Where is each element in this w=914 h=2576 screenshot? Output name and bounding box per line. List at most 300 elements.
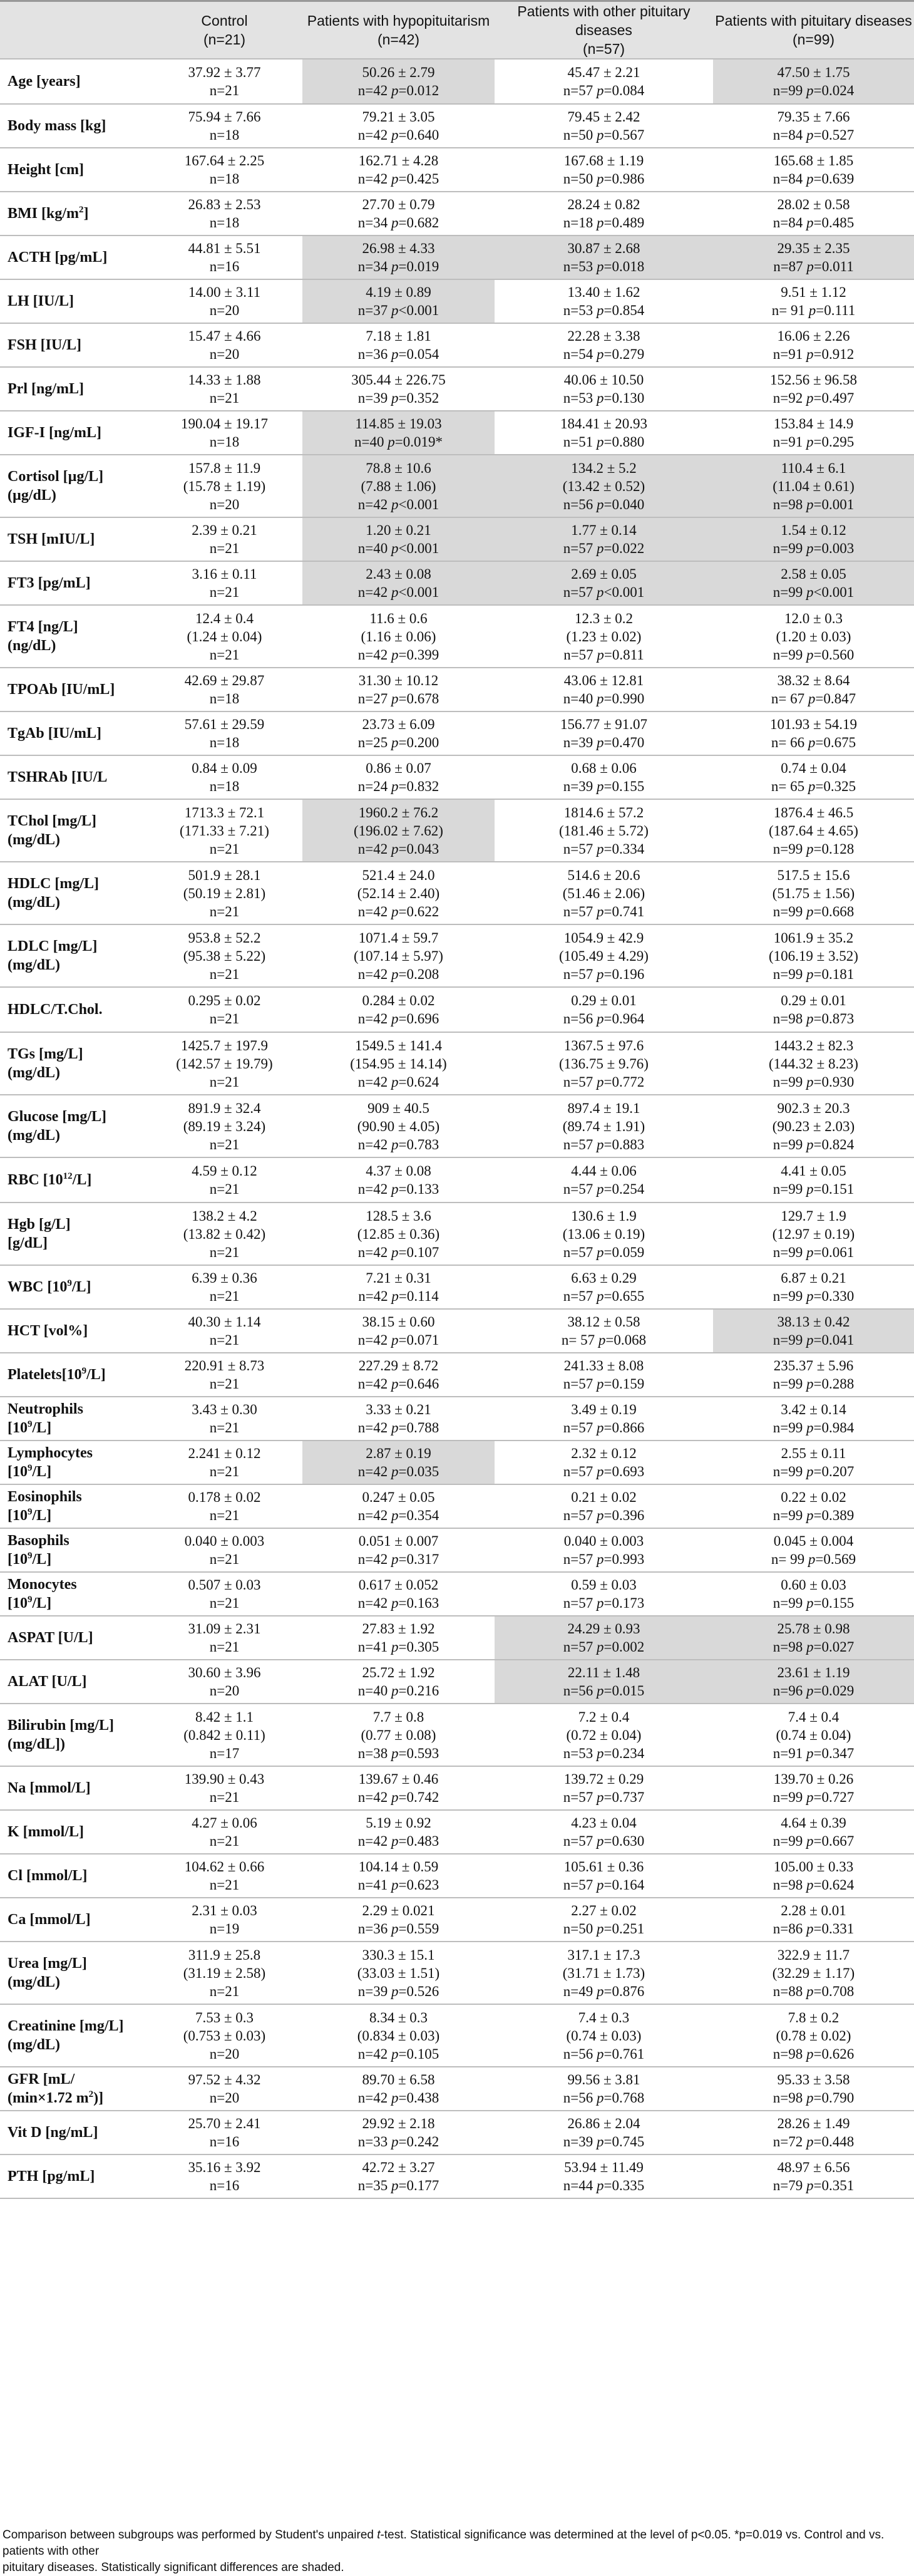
table-row: [0, 799, 914, 862]
mean-value: 48.97 ± 6.56: [777, 2160, 850, 2175]
count-pvalue: n=57 p=0.173: [563, 1595, 645, 1611]
row-parameter: TSHRAb [IU/L: [0, 755, 146, 799]
row-value-cell: [146, 1810, 302, 1854]
row-value-cell: [495, 1203, 713, 1265]
count-pvalue: n=99 p=0.024: [773, 83, 855, 98]
table-row: [0, 1854, 914, 1898]
row-value-cell: [713, 1441, 914, 1484]
row-parameter: ACTH [pg/mL]: [0, 235, 146, 279]
mean-value: (31.71 ± 1.73): [562, 1965, 645, 1981]
mean-value: 165.68 ± 1.85: [773, 153, 854, 168]
mean-value: 26.86 ± 2.04: [567, 2116, 640, 2131]
row-value-cell: [146, 411, 302, 455]
mean-value: 2.69 ± 0.05: [571, 566, 637, 582]
mean-value: 190.04 ± 19.17: [180, 416, 269, 432]
count-pvalue: n=99 p=0.128: [773, 841, 855, 857]
table-row: [0, 1528, 914, 1572]
count-pvalue: n=21: [209, 1420, 240, 1435]
mean-value: 311.9 ± 25.8: [188, 1947, 261, 1963]
table-row: [0, 104, 914, 148]
mean-value: 3.49 ± 0.19: [571, 1402, 637, 1417]
row-value-cell: [713, 279, 914, 323]
table-row: [0, 1441, 914, 1484]
count-pvalue: n=91 p=0.912: [773, 346, 855, 362]
mean-value: 26.83 ± 2.53: [188, 197, 261, 212]
row-value-cell: [495, 104, 713, 148]
row-value-cell: [495, 455, 713, 517]
count-pvalue: n=21: [209, 646, 240, 663]
mean-value: 99.56 ± 3.81: [567, 2072, 640, 2087]
row-value-cell: [495, 2111, 713, 2154]
count-pvalue: n=42 p=0.317: [357, 1551, 439, 1567]
mean-value: 0.84 ± 0.09: [192, 760, 257, 776]
row-value-cell: [495, 2154, 713, 2198]
count-pvalue: n=39 p=0.526: [357, 1983, 439, 1999]
mean-value: 29.92 ± 2.18: [362, 2116, 435, 2131]
count-pvalue: n=99 p=0.727: [773, 1789, 855, 1805]
count-pvalue: n=42 p=0.354: [357, 1508, 439, 1523]
row-value-cell: [302, 104, 495, 148]
mean-value: 897.4 ± 19.1: [567, 1100, 640, 1116]
row-value-cell: [146, 1704, 302, 1766]
row-parameter: Vit D [ng/mL]: [0, 2111, 146, 2154]
row-parameter: $Platelets[10^9/L]$: [0, 1353, 146, 1397]
mean-value: 0.284 ± 0.02: [362, 993, 435, 1008]
mean-value: 130.6 ± 1.9: [571, 1208, 637, 1224]
row-value-cell: [302, 1032, 495, 1095]
count-pvalue: n=42 p=0.399: [357, 646, 439, 663]
count-pvalue: n=42 p=0.696: [357, 1011, 439, 1027]
row-value-cell: [713, 1265, 914, 1309]
row-value-cell: [146, 1660, 302, 1704]
count-pvalue: n=18: [209, 127, 240, 143]
row-value-cell: [146, 1898, 302, 1942]
mean-value: 0.21 ± 0.02: [571, 1489, 637, 1505]
mean-value: 317.1 ± 17.3: [567, 1947, 640, 1963]
count-pvalue: n=34 p=0.682: [357, 215, 439, 230]
count-pvalue: n=57 p=0.741: [563, 903, 645, 919]
table-row: [0, 605, 914, 668]
row-parameter: FT3 [pg/mL]: [0, 561, 146, 605]
count-pvalue: n=42 p=0.624: [357, 1073, 439, 1090]
mean-value: 1061.9 ± 35.2: [773, 929, 854, 946]
count-pvalue: n=20: [209, 1683, 240, 1699]
table-row: [0, 1572, 914, 1616]
row-parameter: RBC $[10^{12}/L]$: [0, 1157, 146, 1203]
mean-value: 6.63 ± 0.29: [571, 1270, 637, 1286]
row-value-cell: [713, 1032, 914, 1095]
mean-value: 23.61 ± 1.19: [777, 1665, 850, 1680]
mean-value: 38.13 ± 0.42: [777, 1314, 850, 1330]
row-parameter: IGF-I [ng/mL]: [0, 411, 146, 455]
mean-value: 25.70 ± 2.41: [188, 2116, 261, 2131]
count-pvalue: n= 99 p=0.569: [771, 1551, 856, 1567]
count-pvalue: n=40 p<0.001: [357, 541, 439, 556]
count-pvalue: n=18: [209, 691, 240, 706]
count-pvalue: n=18: [209, 735, 240, 750]
row-value-cell: [495, 1942, 713, 2004]
mean-value: 305.44 ± 226.75: [351, 372, 446, 388]
row-parameter: Body mass [kg]: [0, 104, 146, 148]
row-value-cell: [302, 1484, 495, 1528]
mean-value: 8.34 ± 0.3: [369, 2009, 428, 2025]
mean-value: 138.2 ± 4.2: [192, 1208, 257, 1224]
table-row: [0, 1203, 914, 1265]
count-pvalue: n=98 p=0.626: [773, 2046, 855, 2062]
count-pvalue: n=21: [209, 83, 240, 98]
row-value-cell: [713, 148, 914, 192]
count-pvalue: n=21: [209, 966, 240, 982]
count-pvalue: n=57 p=0.334: [563, 841, 645, 857]
mean-value: 6.87 ± 0.21: [781, 1270, 846, 1286]
mean-value: 24.29 ± 0.93: [567, 1621, 640, 1637]
count-pvalue: n=49 p=0.876: [563, 1983, 645, 1999]
mean-value: (0.77 ± 0.08): [361, 1727, 436, 1743]
mean-value: 4.44 ± 0.06: [571, 1163, 637, 1179]
count-pvalue: n=42 p=0.163: [357, 1595, 439, 1611]
mean-value: 23.73 ± 6.09: [362, 716, 435, 732]
count-pvalue: n=40 p=0.019*: [354, 434, 443, 450]
mean-value: 0.295 ± 0.02: [188, 993, 261, 1008]
row-value-cell: [713, 1898, 914, 1942]
mean-value: (15.78 ± 1.19): [183, 478, 266, 494]
row-value-cell: [146, 799, 302, 862]
row-value-cell: [713, 1157, 914, 1203]
table-row: [0, 517, 914, 561]
mean-value: 22.11 ± 1.48: [567, 1665, 640, 1680]
row-value-cell: [713, 1484, 914, 1528]
table-body: [0, 59, 914, 2198]
row-value-cell: [302, 1441, 495, 1484]
row-parameter: K [mmol/L]: [0, 1810, 146, 1854]
mean-value: (0.842 ± 0.11): [183, 1727, 265, 1743]
row-parameter: Glucose [mg/L] (mg/dL): [0, 1095, 146, 1157]
count-pvalue: n=91 p=0.347: [773, 1745, 855, 1761]
row-value-cell: [302, 605, 495, 668]
row-value-cell: [302, 1095, 495, 1157]
mean-value: 79.21 ± 3.05: [362, 109, 435, 125]
table-row: [0, 668, 914, 711]
mean-value: 8.42 ± 1.1: [195, 1709, 254, 1725]
mean-value: 134.2 ± 5.2: [571, 460, 637, 476]
row-value-cell: [302, 1353, 495, 1397]
count-pvalue: n=88 p=0.708: [773, 1983, 855, 1999]
row-value-cell: [146, 148, 302, 192]
table-row: [0, 2154, 914, 2198]
count-pvalue: n=21: [209, 1508, 240, 1523]
count-pvalue: n=21: [209, 390, 240, 406]
mean-value: 162.71 ± 4.28: [358, 153, 439, 168]
row-value-cell: [495, 148, 713, 192]
row-value-cell: [302, 1572, 495, 1616]
mean-value: 13.40 ± 1.62: [567, 284, 640, 300]
table-row: [0, 59, 914, 104]
count-pvalue: n=21: [209, 1073, 240, 1090]
row-value-cell: [146, 1397, 302, 1441]
row-value-cell: [146, 1572, 302, 1616]
mean-value: (0.78 ± 0.02): [776, 2027, 851, 2044]
mean-value: 1549.5 ± 141.4: [354, 1037, 443, 1053]
mean-value: 0.051 ± 0.007: [358, 1533, 439, 1549]
mean-value: 128.5 ± 3.6: [366, 1208, 431, 1224]
row-value-cell: [302, 279, 495, 323]
row-value-cell: [713, 605, 914, 668]
row-value-cell: [146, 862, 302, 924]
mean-value: 1.54 ± 0.12: [781, 522, 846, 538]
mean-value: 97.52 ± 4.32: [188, 2072, 261, 2087]
row-value-cell: [713, 1942, 914, 2004]
mean-value: 7.4 ± 0.3: [578, 2009, 630, 2025]
count-pvalue: n=35 p=0.177: [357, 2178, 439, 2193]
header-control: Control (n=21): [146, 1, 302, 59]
mean-value: 27.83 ± 1.92: [362, 1621, 435, 1637]
count-pvalue: n=21: [209, 584, 240, 600]
count-pvalue: n=56 p=0.015: [563, 1683, 645, 1699]
row-value-cell: [713, 862, 914, 924]
count-pvalue: n= 91 p=0.111: [771, 303, 856, 318]
row-parameter: Prl [ng/mL]: [0, 367, 146, 411]
mean-value: 235.37 ± 5.96: [773, 1358, 854, 1373]
mean-value: 4.27 ± 0.06: [192, 1815, 257, 1831]
mean-value: (32.29 ± 1.17): [772, 1965, 855, 1981]
count-pvalue: n=99 p<0.001: [773, 584, 855, 600]
row-parameter: HCT [vol%]: [0, 1309, 146, 1353]
row-value-cell: [713, 668, 914, 711]
mean-value: (1.24 ± 0.04): [187, 628, 262, 644]
row-value-cell: [713, 2111, 914, 2154]
mean-value: (13.42 ± 0.52): [562, 478, 645, 494]
row-value-cell: [302, 1854, 495, 1898]
row-value-cell: [302, 323, 495, 367]
count-pvalue: n=53 p=0.130: [563, 390, 645, 406]
mean-value: 43.06 ± 12.81: [563, 673, 644, 688]
mean-value: 30.87 ± 2.68: [567, 241, 640, 256]
row-parameter: HDLC [mg/L] (mg/dL): [0, 862, 146, 924]
count-pvalue: n=18: [209, 215, 240, 230]
row-value-cell: [713, 1704, 914, 1766]
table-row: [0, 1157, 914, 1203]
mean-value: 38.12 ± 0.58: [567, 1314, 640, 1330]
mean-value: (31.19 ± 2.58): [183, 1965, 266, 1981]
count-pvalue: n=99 p=0.824: [773, 1136, 855, 1152]
mean-value: 4.59 ± 0.12: [192, 1163, 257, 1179]
count-pvalue: n=57 p=0.196: [563, 966, 645, 982]
row-value-cell: [302, 1203, 495, 1265]
mean-value: 38.32 ± 8.64: [777, 673, 850, 688]
row-value-cell: [146, 1157, 302, 1203]
mean-value: (1.20 ± 0.03): [776, 628, 851, 644]
mean-value: 95.33 ± 3.58: [777, 2072, 850, 2087]
row-value-cell: [495, 1898, 713, 1942]
row-value-cell: [146, 1942, 302, 2004]
count-pvalue: n=56 p=0.040: [563, 496, 645, 512]
row-value-cell: [302, 1309, 495, 1353]
count-pvalue: n=34 p=0.019: [357, 259, 439, 274]
mean-value: 53.94 ± 11.49: [564, 2160, 644, 2175]
count-pvalue: n=21: [209, 1833, 240, 1849]
count-pvalue: n=41 p=0.305: [357, 1639, 439, 1655]
count-pvalue: n=33 p=0.242: [357, 2134, 439, 2149]
count-pvalue: n=57 p=0.655: [563, 1288, 645, 1304]
row-value-cell: [146, 1616, 302, 1660]
mean-value: 40.06 ± 10.50: [563, 372, 644, 388]
row-value-cell: [302, 1942, 495, 2004]
row-parameter: Hgb [g/L] [g/dL]: [0, 1203, 146, 1265]
mean-value: 139.67 ± 0.46: [358, 1771, 439, 1787]
table-row: [0, 1032, 914, 1095]
count-pvalue: n=20: [209, 303, 240, 318]
mean-value: 129.7 ± 1.9: [781, 1208, 846, 1224]
table-row: [0, 279, 914, 323]
row-value-cell: [146, 1854, 302, 1898]
table-row: [0, 455, 914, 517]
count-pvalue: n=16: [209, 259, 240, 274]
count-pvalue: n=99 p=0.667: [773, 1833, 855, 1849]
mean-value: (13.06 ± 0.19): [562, 1226, 645, 1242]
row-value-cell: [146, 367, 302, 411]
count-pvalue: n=54 p=0.279: [563, 346, 645, 362]
row-value-cell: [495, 59, 713, 104]
header-hypopituitarism: Patients with hypopituitarism (n=42): [302, 1, 495, 59]
row-value-cell: [146, 2004, 302, 2067]
count-pvalue: n=99 p=0.155: [773, 1595, 855, 1611]
mean-value: (95.38 ± 5.22): [183, 948, 266, 964]
count-pvalue: n=99 p=0.061: [773, 1244, 855, 1260]
count-pvalue: n=99 p=0.560: [773, 646, 855, 663]
row-parameter: ALAT [U/L]: [0, 1660, 146, 1704]
row-parameter: TPOAb [IU/mL]: [0, 668, 146, 711]
table-row: [0, 1810, 914, 1854]
row-value-cell: [146, 924, 302, 987]
count-pvalue: n=99 p=0.389: [773, 1508, 855, 1523]
mean-value: (89.74 ± 1.91): [562, 1118, 645, 1134]
mean-value: 2.87 ± 0.19: [366, 1446, 431, 1461]
mean-value: (33.03 ± 1.51): [357, 1965, 440, 1981]
row-value-cell: [713, 1766, 914, 1810]
mean-value: 156.77 ± 91.07: [560, 716, 648, 732]
count-pvalue: n=51 p=0.880: [563, 434, 645, 450]
count-pvalue: n=42 p=0.071: [357, 1332, 439, 1348]
mean-value: 139.90 ± 0.43: [184, 1771, 265, 1787]
row-parameter: Bilirubin [mg/L] (mg/dL]): [0, 1704, 146, 1766]
mean-value: 2.55 ± 0.11: [781, 1446, 846, 1461]
mean-value: 38.15 ± 0.60: [362, 1314, 435, 1330]
mean-value: (196.02 ± 7.62): [354, 822, 443, 839]
mean-value: 31.09 ± 2.31: [188, 1621, 261, 1637]
mean-value: 25.78 ± 0.98: [777, 1621, 850, 1637]
mean-value: (187.64 ± 4.65): [769, 822, 858, 839]
count-pvalue: n=56 p=0.768: [563, 2090, 645, 2106]
row-value-cell: [495, 2004, 713, 2067]
row-value-cell: [146, 1528, 302, 1572]
count-pvalue: n=18: [209, 171, 240, 187]
count-pvalue: n=21: [209, 1464, 240, 1479]
mean-value: 139.72 ± 0.29: [563, 1771, 644, 1787]
mean-value: 0.60 ± 0.03: [781, 1577, 846, 1593]
count-pvalue: n=42 p=0.622: [357, 903, 439, 919]
row-value-cell: [495, 605, 713, 668]
row-value-cell: [146, 517, 302, 561]
row-parameter: ASPAT [U/L]: [0, 1616, 146, 1660]
row-value-cell: [713, 192, 914, 235]
mean-value: 322.9 ± 11.7: [777, 1947, 850, 1963]
row-parameter: TChol [mg/L] (mg/dL): [0, 799, 146, 862]
row-value-cell: [495, 755, 713, 799]
mean-value: 5.19 ± 0.92: [366, 1815, 431, 1831]
mean-value: 2.29 ± 0.021: [362, 1903, 435, 1918]
row-value-cell: [495, 1572, 713, 1616]
mean-value: 4.19 ± 0.89: [366, 284, 431, 300]
count-pvalue: n=57 p=0.866: [563, 1420, 645, 1435]
table-footnote: Comparison between subgroups was performed by Student's unpaired t-test. Statistical significance was determined at the level of p<0.05. *p=0.019 vs. Control and vs. patients with other pituitary diseases. Statistically significant differences are shaded.: [3, 2528, 885, 2574]
mean-value: (0.74 ± 0.04): [776, 1727, 851, 1743]
count-pvalue: n=18 p=0.489: [563, 215, 645, 230]
row-parameter: Creatinine [mg/L] (mg/dL): [0, 2004, 146, 2067]
mean-value: 0.29 ± 0.01: [571, 993, 637, 1008]
count-pvalue: n=21: [209, 1136, 240, 1152]
count-pvalue: n=99 p=0.207: [773, 1464, 855, 1479]
count-pvalue: n=36 p=0.559: [357, 1921, 439, 1937]
row-value-cell: [302, 1157, 495, 1203]
count-pvalue: n=57 p=0.084: [563, 83, 645, 98]
count-pvalue: n=57 p=0.630: [563, 1833, 645, 1849]
count-pvalue: n=41 p=0.623: [357, 1877, 439, 1893]
mean-value: 28.02 ± 0.58: [777, 197, 850, 212]
mean-value: 2.32 ± 0.12: [571, 1446, 637, 1461]
row-parameter: PTH [pg/mL]: [0, 2154, 146, 2198]
table-row: [0, 2004, 914, 2067]
row-value-cell: [495, 2067, 713, 2111]
count-pvalue: n=42 p=0.107: [357, 1244, 439, 1260]
mean-value: 2.27 ± 0.02: [571, 1903, 637, 1918]
count-pvalue: n=86 p=0.331: [773, 1921, 855, 1937]
count-pvalue: n=42 p=0.035: [357, 1464, 439, 1479]
count-pvalue: n=57 p=0.772: [563, 1073, 645, 1090]
count-pvalue: n=57 p=0.059: [563, 1244, 645, 1260]
row-value-cell: [713, 323, 914, 367]
count-pvalue: n=21: [209, 1181, 240, 1197]
mean-value: 28.24 ± 0.82: [567, 197, 640, 212]
mean-value: 0.86 ± 0.07: [366, 760, 431, 776]
table-row: [0, 1898, 914, 1942]
mean-value: 0.68 ± 0.06: [571, 760, 637, 776]
table-row: [0, 862, 914, 924]
table-row: [0, 1353, 914, 1397]
count-pvalue: n=38 p=0.593: [357, 1745, 439, 1761]
row-value-cell: [302, 1265, 495, 1309]
count-pvalue: n=21: [209, 1332, 240, 1348]
row-value-cell: [302, 1766, 495, 1810]
count-pvalue: n=37 p<0.001: [357, 303, 439, 318]
row-value-cell: [495, 1810, 713, 1854]
mean-value: 14.33 ± 1.88: [188, 372, 261, 388]
row-value-cell: [495, 1157, 713, 1203]
mean-value: 139.70 ± 0.26: [773, 1771, 854, 1787]
mean-value: 110.4 ± 6.1: [781, 460, 846, 476]
count-pvalue: n=18: [209, 778, 240, 794]
row-value-cell: [495, 561, 713, 605]
row-value-cell: [495, 1265, 713, 1309]
mean-value: (144.32 ± 8.23): [769, 1055, 858, 1072]
row-parameter: LH [IU/L]: [0, 279, 146, 323]
count-pvalue: n=57 p<0.001: [563, 584, 645, 600]
row-value-cell: [495, 711, 713, 755]
count-pvalue: n=98 p=0.027: [773, 1639, 855, 1655]
count-pvalue: n=99 p=0.181: [773, 966, 855, 982]
mean-value: 891.9 ± 32.4: [188, 1100, 261, 1116]
row-value-cell: [146, 668, 302, 711]
row-value-cell: [713, 1854, 914, 1898]
